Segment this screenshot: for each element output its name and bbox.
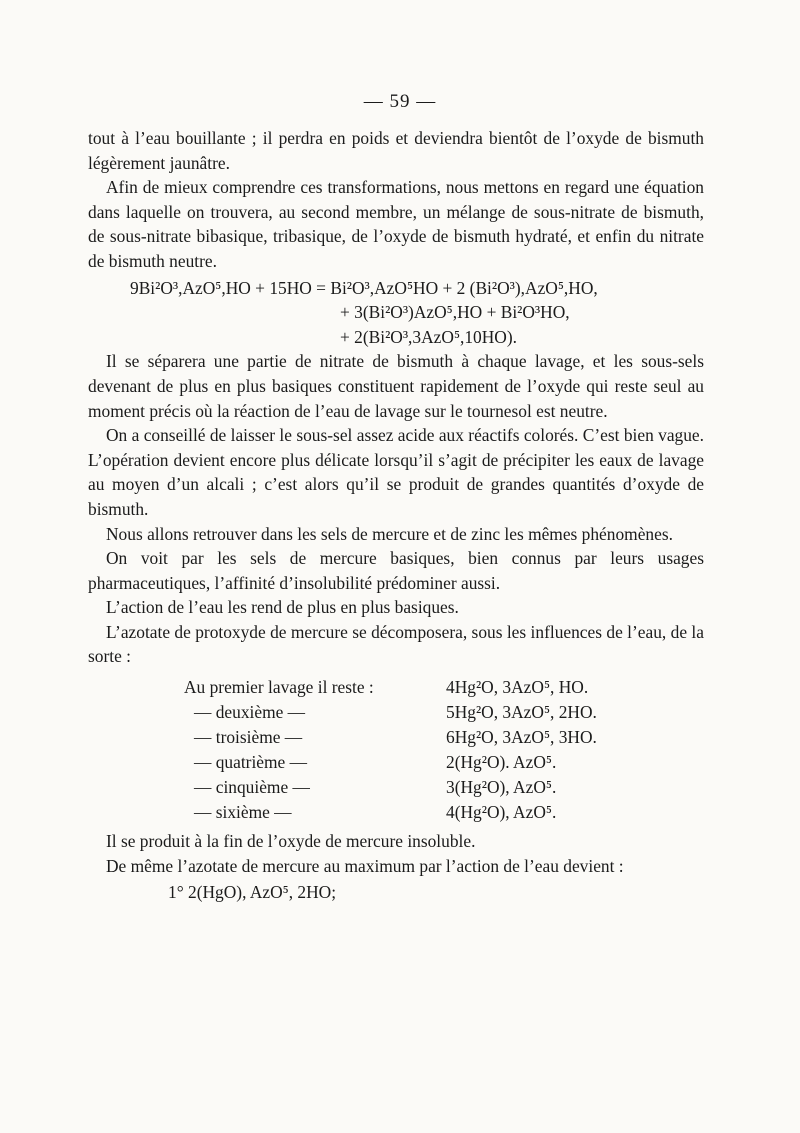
series-label: — troisième — — [194, 727, 303, 748]
series-formula: 4(Hg²O), AzO⁵. — [446, 802, 557, 823]
paragraph: Nous allons retrouver dans les sels de mercure et de zinc les mêmes phénomènes. — [106, 523, 673, 544]
series-row — [184, 775, 597, 800]
bismuth-equation — [88, 276, 704, 350]
series-label: — cinquième — — [194, 777, 310, 798]
paragraph: On a conseillé de laisser le sous-sel assez acide aux réactifs colorés. C’est bien vague. L’opération devient encore plus délicate lorsqu’il s’agit de précipiter les eaux de lavage au moyen d’un alcali ; c’est alors qu’il se produit de grandes quantités d’oxyde de bismuth. — [88, 425, 704, 519]
series-row — [184, 725, 597, 750]
equation-line: + 3(Bi²O³)AzO⁵,HO + Bi²O³HO, — [340, 302, 570, 323]
series-label: — quatrième — — [194, 752, 308, 773]
series-row — [184, 800, 597, 825]
series-row — [184, 750, 597, 775]
page-number: — 59 — — [363, 91, 437, 112]
series-label: Au premier lavage il reste : — [184, 677, 374, 698]
series-row — [184, 675, 597, 700]
paragraph: tout à l’eau bouillante ; il perdra en poids et deviendra bientôt de l’oxyde de bismuth légèrement jaunâtre. — [88, 128, 704, 173]
equation-line: 9Bi²O³,AzO⁵,HO + 15HO = Bi²O³,AzO⁵HO + 2 (Bi²O³),AzO⁵,HO, — [130, 277, 598, 298]
washing-series-table — [184, 675, 597, 825]
series-formula: 4Hg²O, 3AzO⁵, HO. — [446, 677, 589, 698]
paragraph: L’azotate de protoxyde de mercure se décomposera, sous les influences de l’eau, de la sorte : — [88, 621, 704, 667]
series-label: — deuxième — — [194, 702, 306, 723]
paragraph: Il se séparera une partie de nitrate de bismuth à chaque lavage, et les sous-sels devenant de plus en plus basiques constituent rapidement de l’oxyde qui reste seul au moment précis où la réaction de l’eau de lavage sur le tournesol est neutre. — [88, 351, 704, 421]
series-label: — sixième — — [194, 802, 292, 823]
paragraph: On voit par les sels de mercure basiques, bien connus par leurs usages pharmaceutiques, l’affinité d’insolubilité prédominer aussi. — [88, 548, 704, 593]
paragraph: Afin de mieux comprendre ces transformations, nous mettons en regard une équation dans laquelle on trouvera, au second membre, un mélange de sous-nitrate de bismuth, de sous-nitrate bibasique, tribasique, de l’oxyde de bismuth hydraté, et enfin du nitrate de bismuth neutre. — [88, 177, 704, 271]
series-formula: 3(Hg²O), AzO⁵. — [446, 777, 557, 798]
equation-line: + 2(Bi²O³,3AzO⁵,10HO). — [340, 326, 517, 347]
paragraph: L’action de l’eau les rend de plus en plus basiques. — [106, 597, 459, 618]
series-formula: 2(Hg²O). AzO⁵. — [446, 752, 557, 773]
series-formula: 5Hg²O, 3AzO⁵, 2HO. — [446, 702, 597, 723]
paragraph: De même l’azotate de mercure au maximum par l’action de l’eau devient : — [106, 855, 624, 876]
body-text — [88, 126, 704, 905]
series-formula: 6Hg²O, 3AzO⁵, 3HO. — [446, 727, 597, 748]
paragraph: Il se produit à la fin de l’oxyde de mercure insoluble. — [106, 831, 476, 852]
final-formula: 1° 2(HgO), AzO⁵, 2HO; — [168, 882, 337, 903]
series-row — [184, 700, 597, 725]
